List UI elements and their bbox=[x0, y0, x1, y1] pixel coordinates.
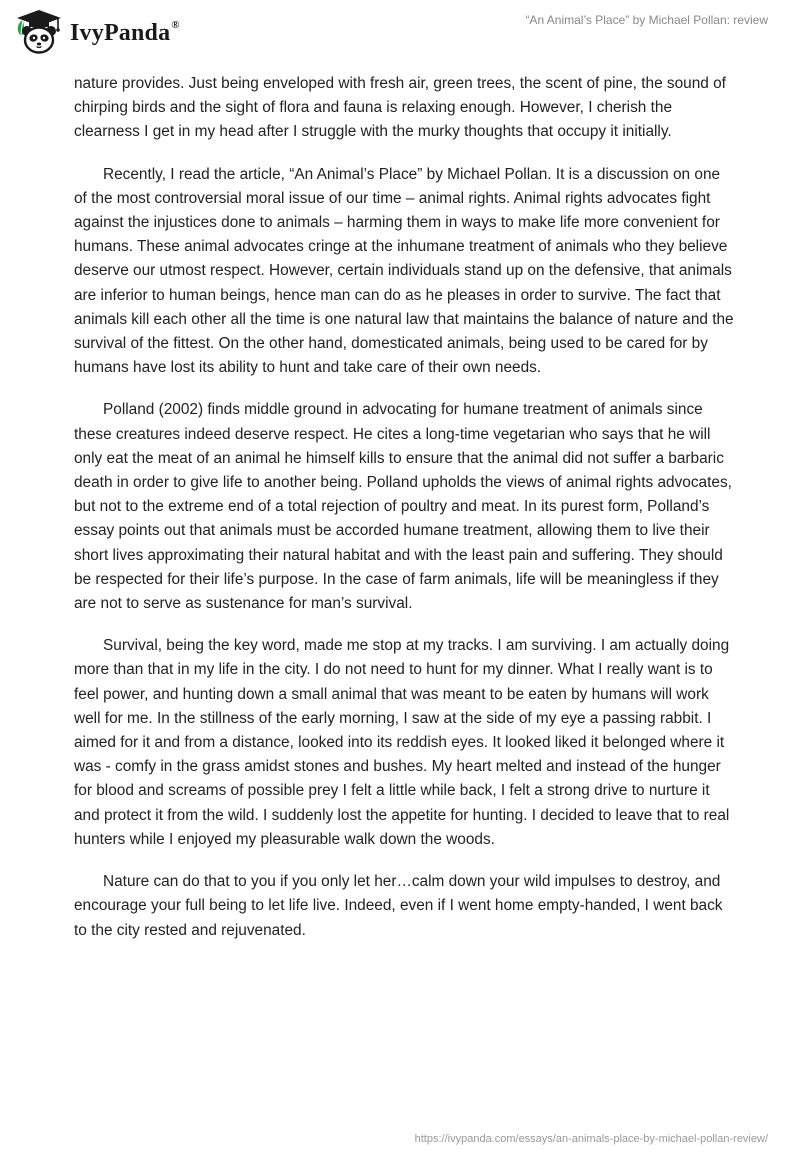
paragraph-3: Polland (2002) finds middle ground in advocating for humane treatment of animals since these creatures indeed deserve respect. He cites a long-time vegetarian who says that he will only eat the meat of an animal he himself kills to ensure that the animal did not suffer a barbaric death in order to give life to another being. Polland upholds the views of animal rights advocates, but not to the extreme end of a total rejection of poultry and meat. In its purest form, Polland’s essay points out that animals must be accorded humane treatment, allowing them to live their short lives approximating their natural habitat and with the least pain and suffering. They should be respected for their life’s purpose. In the case of farm animals, life will be meaningless if they are not to serve as sustenance for man’s survival. bbox=[74, 401, 732, 613]
brand-name: IvyPanda® bbox=[70, 18, 180, 46]
ivypanda-logo[interactable] bbox=[14, 9, 180, 55]
panda-graduation-cap-logo-icon bbox=[14, 9, 64, 55]
essay-body bbox=[74, 72, 734, 961]
paragraph-5: Nature can do that to you if you only let her…calm down your wild impulses to destroy, and encourage your full being to let life live. Indeed, even if I went home empty-handed, I went back to the city rested and rejuvenated. bbox=[74, 873, 723, 939]
paragraph-2: Recently, I read the article, “An Animal’s Place” by Michael Pollan. It is a discussion on one of the most controversial moral issue of our time – animal rights. Animal rights advocates fight against the injustices done to animals – harming them in ways to make life more convenient for humans. These animal advocates cringe at the inhumane treatment of animals who they believe deserve our utmost respect. However, certain individuals stand up on the defensive, that animals are inferior to human beings, hence man can do as he pleases in order to survive. The fact that animals kill each other all the time is one natural law that maintains the balance of nature and the survival of the fittest. On the other hand, domesticated animals, being used to be cared for by humans have lost its ability to hunt and take care of their own needs. bbox=[74, 165, 734, 377]
source-url[interactable]: https://ivypanda.com/essays/an-animals-place-by-michael-pollan-review/ bbox=[414, 1133, 768, 1145]
document-title: “An Animal’s Place” by Michael Pollan: review bbox=[525, 13, 768, 27]
page-header bbox=[0, 0, 800, 70]
paragraph-4: Survival, being the key word, made me stop at my tracks. I am surviving. I am actually doing more than that in my life in the city. I do not need to hunt for my dinner. What I really want is to feel power, and hunting down a small animal that was meant to be eaten by humans will work well for me. In the stillness of the early morning, I saw at the side of my eye a passing rabbit. I aimed for it and from a distance, looked into its reddish eyes. It looked liked it belonged where it was - comfy in the grass amidst stones and bushes. My heart melted and instead of the hunger for blood and screams of possible prey I felt a little while back, I felt a strong drive to nurture it and protect it from the wild. I suddenly lost the appetite for hunting. I decided to leave that to real hunters while I enjoyed my pleasurable walk down the woods. bbox=[74, 637, 730, 848]
paragraph-1: nature provides. Just being enveloped with fresh air, green trees, the scent of pine, the sound of chirping birds and the sight of flora and fauna is relaxing enough. However, I cherish the clearness I get in my head after I struggle with the murky thoughts that occupy it initially. bbox=[74, 75, 726, 141]
